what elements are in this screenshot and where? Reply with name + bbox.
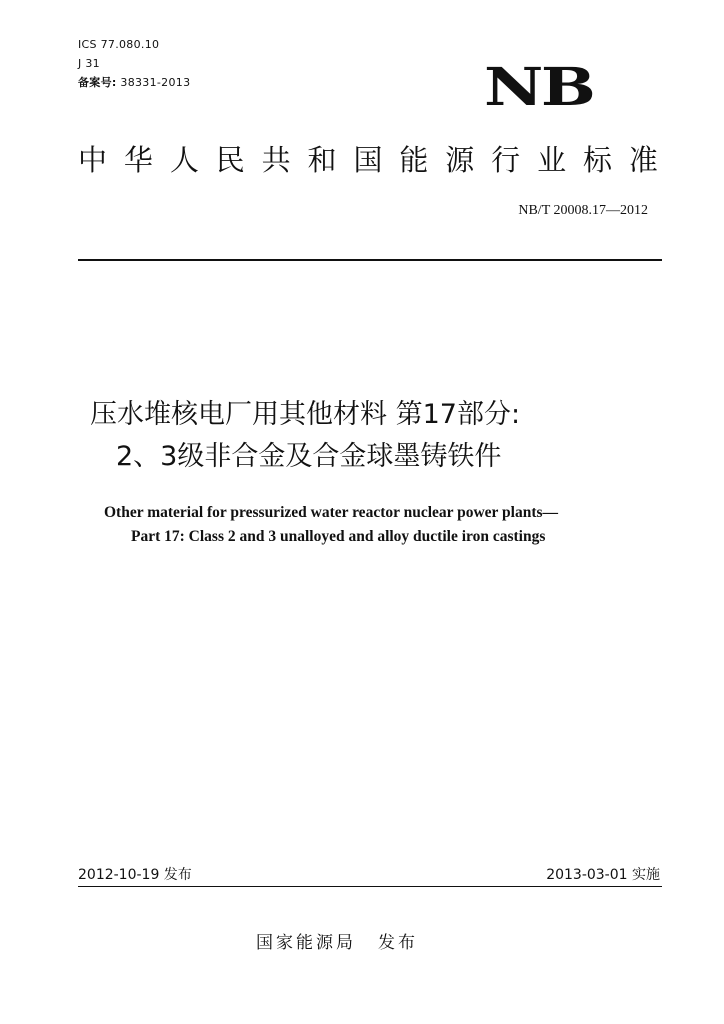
title-cn-line2: 2、3级非合金及合金球墨铸铁件 <box>116 441 502 472</box>
title-en-line1: Other material for pressurized water reactor nuclear power plants— <box>104 504 559 521</box>
standard-type-char: 共 <box>261 143 291 177</box>
standard-type-char: 源 <box>445 143 475 177</box>
issue-date: 2012-10-19 发布 <box>78 867 192 883</box>
standard-type-char: 人 <box>169 143 199 177</box>
ccs-code: J 31 <box>78 57 100 70</box>
nb-logo: NB <box>484 57 594 118</box>
standard-type-char: 标 <box>582 143 612 177</box>
standard-type-char: 和 <box>307 143 337 177</box>
implementation-date: 2013-03-01 实施 <box>546 867 660 883</box>
standard-type-char: 国 <box>353 143 383 177</box>
record-number-label: 备案号: <box>78 76 117 89</box>
issuer-action: 发布 <box>378 933 418 953</box>
standard-type-char: 中 <box>78 143 108 177</box>
standard-type-char: 准 <box>628 143 658 177</box>
standard-code: NB/T 20008.17—2012 <box>518 203 648 218</box>
standard-type-char: 能 <box>399 143 429 177</box>
record-number <box>78 76 190 90</box>
standard-type-char: 业 <box>537 143 567 177</box>
footer-divider <box>78 886 662 887</box>
record-number-value: 38331-2013 <box>120 76 191 89</box>
title-cn-line1: 压水堆核电厂用其他材料 第17部分: <box>90 399 521 430</box>
standard-type-title <box>78 142 658 178</box>
standard-type-char: 行 <box>491 143 521 177</box>
title-en-line2: Part 17: Class 2 and 3 unalloyed and alloy ductile iron castings <box>131 528 546 545</box>
header-divider <box>78 259 662 261</box>
issuer-name: 国家能源局 <box>256 933 356 953</box>
standard-type-char: 民 <box>215 143 245 177</box>
standard-type-char: 华 <box>123 143 153 177</box>
issuer <box>256 932 418 954</box>
ics-code: ICS 77.080.10 <box>78 38 160 51</box>
